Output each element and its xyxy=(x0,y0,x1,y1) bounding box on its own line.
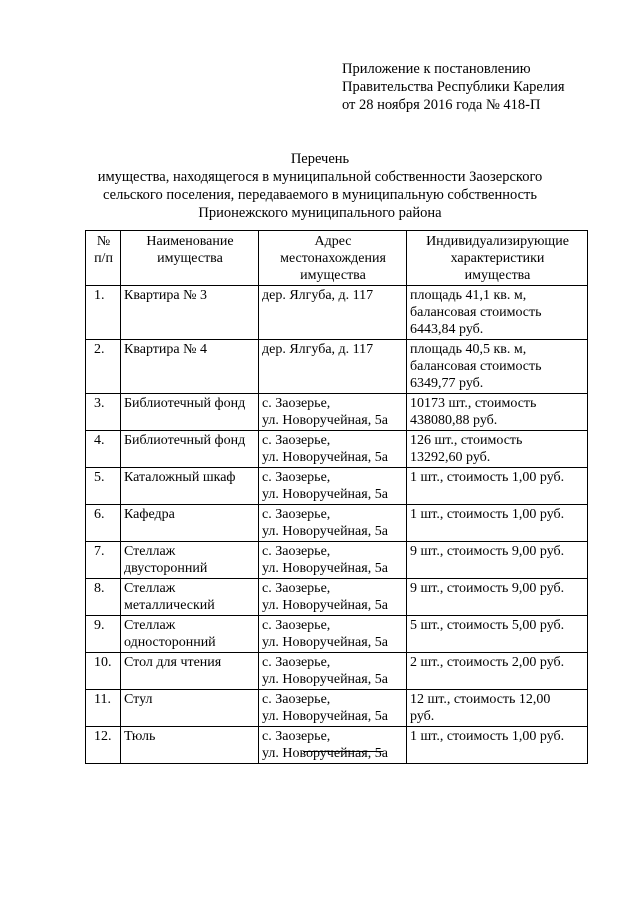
row-details xyxy=(407,653,588,690)
table-row xyxy=(86,505,588,542)
cell-line: с. Заозерье, xyxy=(262,655,331,670)
end-divider xyxy=(303,751,383,752)
row-address xyxy=(259,468,407,505)
table-row xyxy=(86,653,588,690)
row-details xyxy=(407,505,588,542)
row-number: 12. xyxy=(86,727,121,764)
cell-line: 126 шт., стоимость xyxy=(410,433,523,448)
cell-line: 9 шт., стоимость 9,00 руб. xyxy=(410,544,565,559)
row-address xyxy=(259,286,407,340)
cell-line: 6443,84 руб. xyxy=(410,322,484,337)
header-text: имущества xyxy=(157,251,223,266)
cell-line: с. Заозерье, xyxy=(262,433,331,448)
annex-header xyxy=(342,60,565,114)
cell-line: ул. Новоручейная, 5а xyxy=(262,561,388,576)
cell-line: Стол для чтения xyxy=(124,655,222,670)
table-row xyxy=(86,616,588,653)
cell-line: ул. Новоручейная, 5а xyxy=(262,746,388,761)
cell-line: Тюль xyxy=(124,729,156,744)
row-name xyxy=(121,579,259,616)
cell-line: Стул xyxy=(124,692,153,707)
row-name xyxy=(121,340,259,394)
header-text: характеристики xyxy=(450,251,545,266)
cell-line: Стеллаж xyxy=(124,544,176,559)
row-details xyxy=(407,431,588,468)
row-name xyxy=(121,286,259,340)
row-number: 7. xyxy=(86,542,121,579)
cell-line: ул. Новоручейная, 5а xyxy=(262,672,388,687)
header-text: имущества xyxy=(464,268,531,283)
row-number: 11. xyxy=(86,690,121,727)
row-number: 2. xyxy=(86,340,121,394)
row-details xyxy=(407,579,588,616)
cell-line: с. Заозерье, xyxy=(262,396,331,411)
cell-line: 2 шт., стоимость 2,00 руб. xyxy=(410,655,565,670)
cell-line: Квартира № 4 xyxy=(124,342,207,357)
cell-line: Квартира № 3 xyxy=(124,288,207,303)
cell-line: Стеллаж xyxy=(124,581,176,596)
cell-line: ул. Новоручейная, 5а xyxy=(262,635,388,650)
cell-line: ул. Новоручейная, 5а xyxy=(262,413,388,428)
cell-line: Кафедра xyxy=(124,507,175,522)
cell-line: с. Заозерье, xyxy=(262,470,331,485)
cell-line: двусторонний xyxy=(124,561,208,576)
cell-line: ул. Новоручейная, 5а xyxy=(262,598,388,613)
cell-line: 9 шт., стоимость 9,00 руб. xyxy=(410,581,565,596)
title-line: Перечень xyxy=(290,151,350,167)
row-number: 6. xyxy=(86,505,121,542)
table-row xyxy=(86,431,588,468)
row-name xyxy=(121,542,259,579)
header-text: Индивидуализирующие xyxy=(426,234,569,249)
header-text: Наименование xyxy=(146,234,234,249)
title-line: сельского поселения, передаваемого в муниципальную собственность xyxy=(103,187,537,203)
header-text: имущества xyxy=(300,268,366,283)
row-address xyxy=(259,431,407,468)
cell-line: металлический xyxy=(124,598,215,613)
cell-line: площадь 41,1 кв. м, xyxy=(410,288,527,303)
header-name xyxy=(121,231,259,286)
row-address xyxy=(259,340,407,394)
row-details xyxy=(407,727,588,764)
cell-line: балансовая стоимость xyxy=(410,305,542,320)
row-number: 4. xyxy=(86,431,121,468)
cell-line: балансовая стоимость xyxy=(410,359,542,374)
row-name xyxy=(121,505,259,542)
row-address xyxy=(259,616,407,653)
cell-line: 10173 шт., стоимость xyxy=(410,396,537,411)
row-name xyxy=(121,616,259,653)
table-header-row xyxy=(86,231,588,286)
cell-line: ул. Новоручейная, 5а xyxy=(262,524,388,539)
row-details xyxy=(407,394,588,431)
row-number: 9. xyxy=(86,616,121,653)
row-details xyxy=(407,542,588,579)
cell-line: дер. Ялгуба, д. 117 xyxy=(262,288,374,303)
table-row xyxy=(86,542,588,579)
cell-line: площадь 40,5 кв. м, xyxy=(410,342,527,357)
row-number: 10. xyxy=(86,653,121,690)
cell-line: 1 шт., стоимость 1,00 руб. xyxy=(410,729,565,744)
cell-line: с. Заозерье, xyxy=(262,507,331,522)
row-address xyxy=(259,505,407,542)
document-title xyxy=(0,150,640,222)
title-line: имущества, находящегося в муниципальной собственности Заозерского xyxy=(97,169,543,185)
annex-line: Приложение к постановлению xyxy=(342,61,531,77)
cell-line: односторонний xyxy=(124,635,216,650)
cell-line: 5 шт., стоимость 5,00 руб. xyxy=(410,618,565,633)
property-table xyxy=(85,230,588,764)
row-number: 8. xyxy=(86,579,121,616)
table-row xyxy=(86,727,588,764)
row-address xyxy=(259,727,407,764)
cell-line: 1 шт., стоимость 1,00 руб. xyxy=(410,507,565,522)
cell-line: Библиотечный фонд xyxy=(124,433,246,448)
cell-line: 6349,77 руб. xyxy=(410,376,484,391)
row-name xyxy=(121,431,259,468)
row-address xyxy=(259,394,407,431)
cell-line: ул. Новоручейная, 5а xyxy=(262,487,388,502)
table-row xyxy=(86,579,588,616)
row-number: 5. xyxy=(86,468,121,505)
header-text: п/п xyxy=(94,251,113,266)
cell-line: с. Заозерье, xyxy=(262,729,331,744)
cell-line: ул. Новоручейная, 5а xyxy=(262,709,388,724)
row-address xyxy=(259,653,407,690)
row-name xyxy=(121,727,259,764)
cell-line: 438080,88 руб. xyxy=(410,413,498,428)
row-name xyxy=(121,468,259,505)
table-row xyxy=(86,468,588,505)
row-name xyxy=(121,690,259,727)
header-text: № xyxy=(96,234,111,249)
cell-line: 13292,60 руб. xyxy=(410,450,491,465)
title-line: Прионежского муниципального района xyxy=(198,205,442,221)
table-row xyxy=(86,286,588,340)
row-number: 1. xyxy=(86,286,121,340)
row-details xyxy=(407,616,588,653)
table-row xyxy=(86,394,588,431)
table-row xyxy=(86,690,588,727)
table-body xyxy=(86,286,588,764)
row-details xyxy=(407,468,588,505)
row-address xyxy=(259,690,407,727)
cell-line: с. Заозерье, xyxy=(262,581,331,596)
cell-line: Каталожный шкаф xyxy=(124,470,236,485)
annex-line: Правительства Республики Карелия xyxy=(342,79,565,95)
cell-line: руб. xyxy=(410,709,435,724)
header-details xyxy=(407,231,588,286)
header-text: местонахождения xyxy=(280,251,386,266)
header-address xyxy=(259,231,407,286)
header-text: Адрес xyxy=(314,234,352,249)
row-number: 3. xyxy=(86,394,121,431)
row-details xyxy=(407,690,588,727)
row-name xyxy=(121,653,259,690)
cell-line: с. Заозерье, xyxy=(262,618,331,633)
row-details xyxy=(407,340,588,394)
cell-line: 12 шт., стоимость 12,00 xyxy=(410,692,551,707)
row-address xyxy=(259,542,407,579)
row-address xyxy=(259,579,407,616)
row-name xyxy=(121,394,259,431)
cell-line: с. Заозерье, xyxy=(262,544,331,559)
cell-line: дер. Ялгуба, д. 117 xyxy=(262,342,374,357)
cell-line: Библиотечный фонд xyxy=(124,396,246,411)
cell-line: ул. Новоручейная, 5а xyxy=(262,450,388,465)
cell-line: 1 шт., стоимость 1,00 руб. xyxy=(410,470,565,485)
header-number xyxy=(86,231,121,286)
cell-line: Стеллаж xyxy=(124,618,176,633)
table-row xyxy=(86,340,588,394)
annex-line: от 28 ноября 2016 года № 418-П xyxy=(342,97,541,113)
row-details xyxy=(407,286,588,340)
cell-line: с. Заозерье, xyxy=(262,692,331,707)
